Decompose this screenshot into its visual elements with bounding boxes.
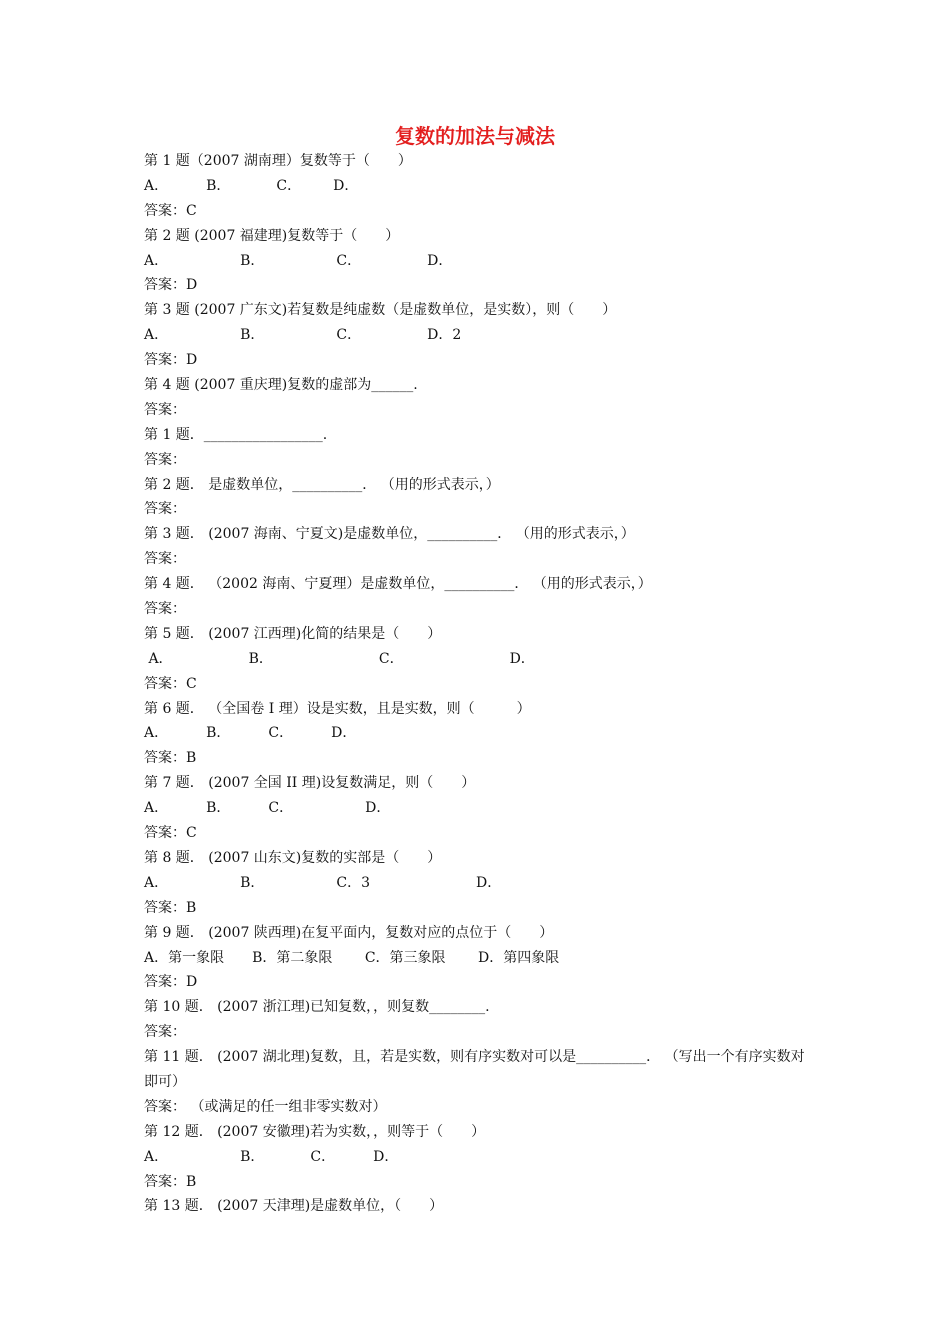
answer-options xyxy=(144,323,814,348)
answer-options xyxy=(144,721,814,746)
answer-line: 答案： xyxy=(144,451,186,468)
option-0: A． xyxy=(144,1148,169,1165)
question-line: 第 8 题． (2007 山东文)复数的实部是（ ） xyxy=(144,849,442,866)
option-1: B． xyxy=(240,874,265,891)
option-0: A． xyxy=(144,650,173,667)
question-line: 第 6 题． （全国卷 I 理）设是实数，且是实数，则（ ） xyxy=(144,700,531,717)
answer-line: 答案： （或满足的任一组非零实数对） xyxy=(144,1098,387,1115)
answer-line: 答案： xyxy=(144,601,186,618)
question-line: 第 12 题． (2007 安徽理)若为实数，，则等于（ ） xyxy=(144,1123,486,1140)
option-3: D． xyxy=(427,252,453,269)
answer-line: 答案： xyxy=(144,551,186,568)
answer-line: 答案：D xyxy=(144,277,198,294)
question-line: 第 13 题． (2007 天津理)是虚数单位，（ ） xyxy=(144,1198,444,1215)
option-3: D． xyxy=(373,1148,399,1165)
option-2: C． xyxy=(336,252,362,269)
option-0: A． xyxy=(144,800,169,817)
question-list xyxy=(144,149,814,1219)
option-0: A． xyxy=(144,874,169,891)
option-0: A． xyxy=(144,252,169,269)
answer-line: 答案： xyxy=(144,401,186,418)
option-2: C． xyxy=(276,177,302,194)
answer-line: 答案：C xyxy=(144,675,197,692)
question-line: 第 1 题．_________________. xyxy=(144,426,328,443)
question-line: 第 2 题 (2007 福建理)复数等于（ ） xyxy=(144,227,400,244)
question-line: 第 3 题． (2007 海南、宁夏文)是虚数单位，__________． （用的形式表示，） xyxy=(144,526,635,543)
question-line: 第 7 题． (2007 全国 II 理)设复数满足，则（ ） xyxy=(144,775,476,792)
option-1: B． xyxy=(248,650,273,667)
question-line: 第 11 题． (2007 湖北理)复数，且，若是实数，则有序实数对可以是__________． （写出一个有序实数对即可） xyxy=(144,1049,805,1090)
answer-options xyxy=(144,871,814,896)
option-3: D． xyxy=(333,177,359,194)
answer-options xyxy=(144,174,814,199)
option-2: C．3 xyxy=(336,874,371,891)
answer-line: 答案： xyxy=(144,1024,186,1041)
question-line: 第 2 题． 是虚数单位，__________． （用的形式表示，） xyxy=(144,476,500,493)
option-2: C． xyxy=(310,1148,336,1165)
option-0: A． xyxy=(144,177,169,194)
answer-options xyxy=(144,1145,814,1170)
option-0: A． xyxy=(144,327,169,344)
question-line: 第 1 题（2007 湖南理）复数等于（ ） xyxy=(144,153,412,169)
answer-options xyxy=(144,647,814,672)
option-3: D． xyxy=(509,650,535,667)
answer-options xyxy=(144,249,814,274)
question-line: 第 10 题． (2007 浙江理)已知复数，，则复数________. xyxy=(144,999,490,1016)
question-line: A．第一象限 B．第二象限 C．第三象限 D．第四象限 xyxy=(144,949,560,966)
option-1: B． xyxy=(206,800,231,817)
answer-line: 答案：D xyxy=(144,974,198,991)
answer-line: 答案：C xyxy=(144,825,197,842)
option-1: B． xyxy=(240,1148,265,1165)
option-0: A． xyxy=(144,725,169,742)
question-line: 第 9 题． (2007 陕西理)在复平面内，复数对应的点位于（ ） xyxy=(144,924,554,941)
option-1: B． xyxy=(240,252,265,269)
option-3: D．2 xyxy=(427,327,462,344)
answer-line: 答案： xyxy=(144,501,186,518)
document-title: 复数的加法与减法 xyxy=(395,124,555,148)
option-3: D． xyxy=(331,725,357,742)
question-line: 第 4 题． （2002 海南、宁夏理）是虚数单位，__________． （用的形式表示，） xyxy=(144,576,652,593)
question-line: 第 3 题 (2007 广东文)若复数是纯虚数（是虚数单位，是实数），则（ ） xyxy=(144,302,617,319)
question-line: 第 5 题． (2007 江西理)化简的结果是（ ） xyxy=(144,625,442,642)
answer-line: 答案：B xyxy=(144,899,197,916)
question-line: 第 4 题 (2007 重庆理)复数的虚部为______. xyxy=(144,377,418,394)
option-3: D． xyxy=(365,800,391,817)
option-2: C． xyxy=(268,725,294,742)
option-1: B． xyxy=(206,725,231,742)
option-2: C． xyxy=(336,327,362,344)
option-1: B． xyxy=(240,327,265,344)
option-3: D． xyxy=(476,874,502,891)
option-1: B． xyxy=(206,177,231,194)
answer-line: 答案：B xyxy=(144,750,197,767)
option-2: C． xyxy=(378,650,404,667)
answer-line: 答案：C xyxy=(144,202,197,219)
option-2: C． xyxy=(268,800,294,817)
answer-line: 答案：D xyxy=(144,352,198,369)
answer-line: 答案：B xyxy=(144,1173,197,1190)
answer-options xyxy=(144,796,814,821)
